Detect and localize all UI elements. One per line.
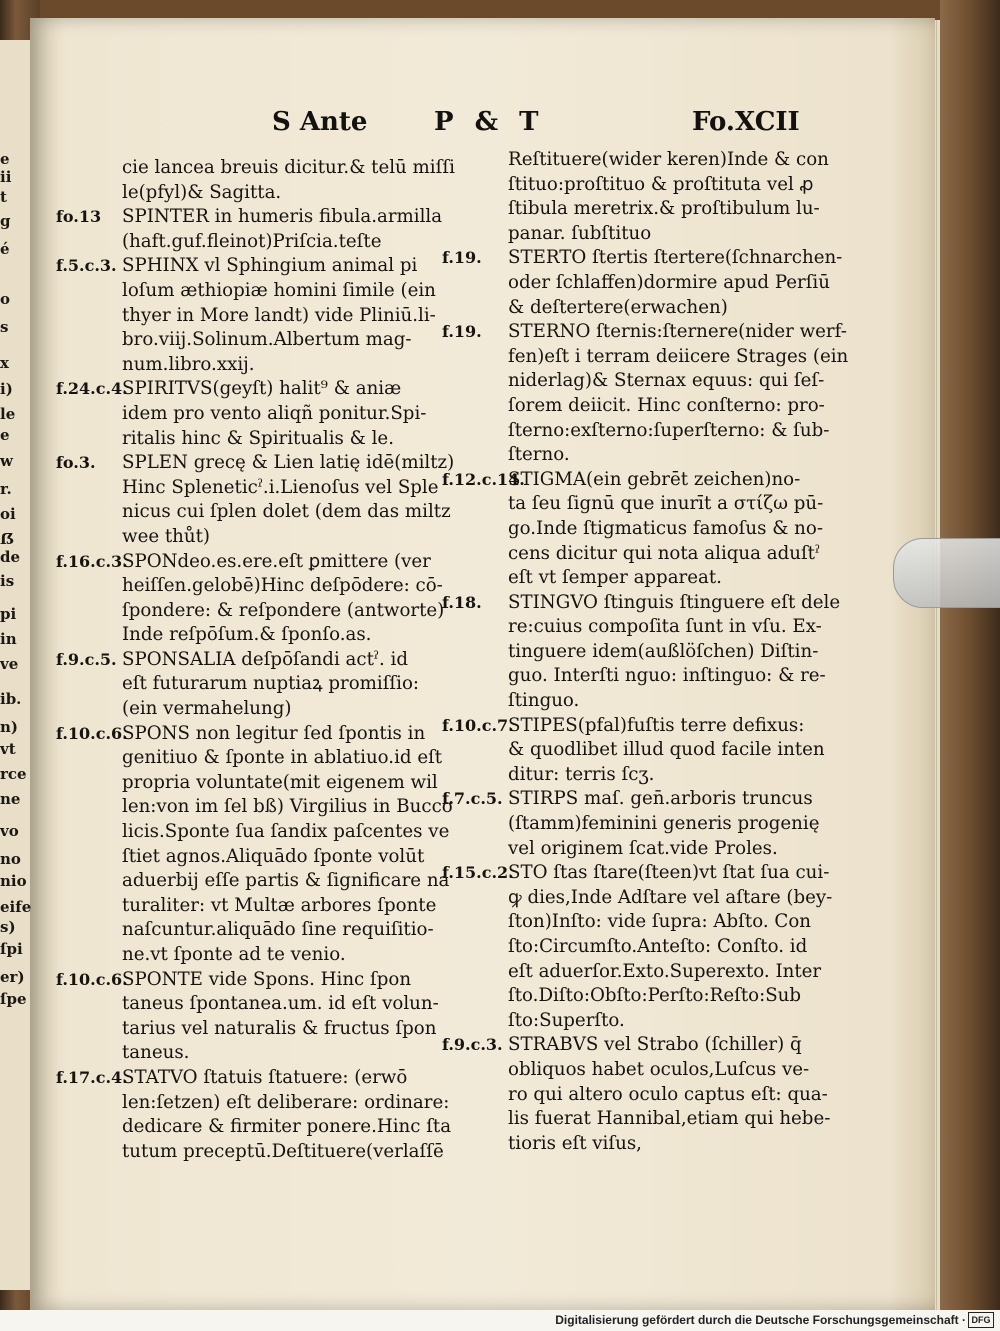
- facing-page-fragment: t: [0, 188, 7, 206]
- entry-line: eſt futurarum nuptiaꝝ promiſſio:: [122, 673, 420, 695]
- entry-text: [122, 550, 446, 648]
- facing-page-fragment: ii: [0, 168, 12, 186]
- facing-page-fragment: w: [0, 452, 13, 470]
- folio-reference: f.12.c.14.: [442, 469, 525, 489]
- folio-reference: f.9.c.5.: [56, 649, 117, 669]
- entry-line: loſum æthiopiæ homini ſimile (ein: [122, 279, 436, 301]
- entry-line: thyer in More landt) vide Pliniū.li-: [122, 304, 436, 326]
- entry-line: tarius vel naturalis & fructus ſpon: [122, 1017, 437, 1039]
- dictionary-entry: [56, 722, 453, 968]
- folio-reference: f.10.c.6.: [56, 969, 128, 989]
- entry-line: STERTO ſtertis ſtertere(ſchnarchen-: [508, 247, 843, 269]
- entry-line: dedicare & firmiter ponere.Hinc ſta: [122, 1116, 452, 1138]
- entry-line: nicus cui ſplen dolet (dem das miltz: [122, 501, 451, 523]
- entry-line: (ein vermahelung): [122, 698, 292, 720]
- folio-reference: f.5.c.3.: [56, 256, 117, 276]
- entry-line: SPONSALIA deſpōſandi actˀ. id: [122, 648, 409, 670]
- entry-line: ſto.Diſto:Obſto:Perſto:Reſto:Sub: [508, 985, 802, 1007]
- book-clip: [893, 538, 1000, 608]
- entry-line: naſcuntur.aliquādo ſine requiſitio-: [122, 919, 434, 941]
- running-head-middle: P & T: [434, 107, 545, 137]
- entry-text: [508, 246, 842, 320]
- dictionary-entry: [442, 714, 827, 788]
- facing-page-fragment: er): [0, 968, 25, 986]
- entry-line: ritalis hinc & Spiritualis & le.: [122, 427, 394, 449]
- facing-page-fragment: le: [0, 405, 16, 423]
- entry-line: lis fuerat Hannibal,etiam qui hebe-: [508, 1108, 831, 1130]
- entry-line: genitiuo & ſponte in ablatiuo.id eſt: [122, 747, 443, 769]
- entry-line: num.libro.xxij.: [122, 353, 255, 375]
- facing-page-fragment: ve: [0, 655, 19, 673]
- facing-page-fragment: no: [0, 850, 21, 868]
- folio-reference: f.19.: [442, 248, 482, 268]
- entry-line: go.Inde ſtigmaticus famoſus & no-: [508, 517, 823, 539]
- continuation-line: cie lancea breuis dicitur.& telū miſſi: [122, 157, 455, 178]
- entry-line: ſto:Circumſto.Anteſto: Conſto. id: [508, 936, 808, 957]
- entry-text: [508, 787, 827, 861]
- entry-line: & quodlibet illud quod facile inten: [508, 739, 825, 761]
- facing-page-fragment: o: [0, 290, 11, 308]
- entry-line: tutum preceptū.Deſtituere(verlaſſē: [122, 1140, 444, 1162]
- dictionary-entry: [442, 591, 841, 714]
- dfg-logo: DFG: [968, 1312, 994, 1328]
- entry-line: ſterno:exſterno:ſuperſterno: & ſub-: [508, 419, 830, 441]
- dictionary-entry: [56, 1066, 452, 1164]
- continuation-line: panar. ſubſtituo: [508, 222, 652, 244]
- entry-line: SPONdeo.es.ere.eſt ꝑmittere (ver: [122, 550, 431, 572]
- entry-line: vel originem ſcat.vide Proles.: [508, 837, 778, 859]
- entry-text: [122, 722, 453, 968]
- entry-text: [508, 591, 840, 714]
- facing-page-fragment: r.: [0, 480, 12, 498]
- folio-reference: f.7.c.5.: [442, 789, 503, 809]
- facing-page-fragment: eife: [0, 898, 32, 916]
- entry-line: SPHINX vl Sphingium animal pi: [122, 255, 418, 277]
- entry-line: ſpondere: & reſpondere (antworte): [122, 599, 445, 621]
- entry-line: SPONS non legitur ſed ſpontis in: [122, 722, 426, 744]
- dictionary-entry: [442, 787, 827, 861]
- facing-page-fragment: ẞ: [0, 530, 15, 548]
- entry-line: bro.viij.Solinum.Albertum mag-: [122, 329, 412, 351]
- folio-reference: f.10.c.6.: [56, 723, 128, 743]
- entry-line: Inde reſpōſum.& ſponſo.as.: [122, 624, 372, 646]
- entry-text: [122, 1066, 451, 1164]
- facing-page-fragment: g: [0, 212, 11, 230]
- entry-line: heiſſen.gelobē)Hinc deſpōdere: cō-: [122, 575, 443, 597]
- entry-line: wee thůt): [122, 525, 211, 547]
- entry-line: fen)eſt i terram deiicere Strages (ein: [508, 345, 849, 367]
- folio-reference: f.24.c.4.: [56, 379, 128, 399]
- entry-line: Hinc Spleneticˀ.i.Lienoſus vel Sple: [122, 476, 439, 498]
- continuation-line: ſtibula meretrix.& proſtibulum lu-: [508, 198, 820, 220]
- facing-page-fragment: ib.: [0, 690, 22, 708]
- entry-line: SPONTE vide Spons. Hinc ſpon: [122, 968, 412, 990]
- entry-line: len:von im ſel bß) Virgilius in Bucco: [122, 796, 453, 818]
- entry-line: STERNO ſternis:ſternere(nider werf-: [508, 321, 847, 343]
- entry-line: eſt vt ſemper appareat.: [508, 567, 722, 589]
- entry-line: ꝙ dies,Inde Adſtare vel aſtare (bey-: [508, 886, 833, 908]
- continuation-line: le(pfyl)& Sagitta.: [122, 181, 282, 203]
- entry-line: (ſtamm)feminini generis progenię: [508, 813, 820, 835]
- entry-line: ditur: terris ſcʒ.: [508, 763, 655, 785]
- facing-page-fragment: ſpi: [0, 940, 23, 958]
- entry-line: ta ſeu ſignū que inurīt a στίζω pū-: [508, 493, 824, 515]
- dictionary-entry: [442, 1033, 831, 1156]
- entry-text: [122, 377, 446, 451]
- facing-page-fragment: n): [0, 718, 19, 736]
- entry-line: (haft.guf.fleinot)Priſcia.teſte: [122, 230, 382, 252]
- facing-page-fragment: pi: [0, 605, 17, 623]
- running-head-left: S Ante: [272, 107, 368, 137]
- entry-text: [508, 861, 832, 1033]
- folio-number: Fo.XCII: [692, 107, 800, 137]
- folio-reference: f.19.: [442, 322, 482, 342]
- entry-line: aduerbij eſſe partis & ſignificare na: [122, 870, 450, 892]
- entry-line: STO ſtas ſtare(ſteen)vt ſtat ſua cui-: [508, 862, 830, 884]
- entry-text: [508, 1033, 830, 1156]
- entry-line: len:ſetzen) eſt deliberare: ordinare:: [122, 1091, 450, 1113]
- facing-page-fragment: x: [0, 354, 9, 372]
- entry-line: ſtiet agnos.Aliquādo ſponte volūt: [122, 845, 425, 867]
- facing-page-fragment: ſpe: [0, 990, 27, 1008]
- entry-text: [508, 714, 827, 788]
- entry-line: STRABVS vel Strabo (ſchiller) q̄: [508, 1034, 802, 1056]
- entry-line: ro qui altero oculo captus eſt: qua-: [508, 1083, 828, 1105]
- left-text-column: [56, 156, 455, 1164]
- facing-page-fragment: e: [0, 150, 10, 168]
- entry-line: eſt aduerſor.Exto.Superexto. Inter: [508, 960, 822, 982]
- folio-reference: f.17.c.4.: [56, 1067, 128, 1087]
- entry-line: taneus ſpontanea.um. id eſt volun-: [122, 993, 439, 1015]
- entry-line: ne.vt ſponte ad te venio.: [122, 944, 346, 965]
- entry-text: [508, 320, 848, 468]
- facing-page-fragment: s: [0, 318, 9, 336]
- facing-page-fragment: nio: [0, 872, 27, 890]
- entry-text: [508, 468, 827, 591]
- entry-line: STIRPS maſ. gen̄.arboris truncus: [508, 788, 813, 810]
- folio-reference: fo.13: [56, 207, 102, 227]
- dictionary-entry: [56, 648, 446, 722]
- facing-page-fragment: in: [0, 630, 17, 648]
- entry-line: ſto:Superſto.: [508, 1009, 625, 1031]
- dictionary-entry: [442, 320, 849, 468]
- entry-line: tioris eſt viſus,: [508, 1132, 642, 1154]
- folio-reference: f.16.c.3.: [56, 551, 128, 571]
- entry-line: re:cuius compoſita ſunt in vſu. Ex-: [508, 616, 822, 638]
- dictionary-entry: [56, 550, 446, 648]
- dictionary-entry: [442, 246, 843, 320]
- entry-line: STIGMA(ein gebrēt zeichen)no-: [508, 468, 801, 490]
- entry-line: tinguere idem(außlöſchen) Diſtin-: [508, 640, 819, 662]
- entry-line: propria voluntate(mit eigenem wil: [122, 771, 438, 793]
- entry-line: STIPES(pfal)fuſtis terre defixus:: [508, 714, 805, 736]
- facing-page-fragment: s): [0, 918, 16, 936]
- entry-line: ſton)Inſto: vide ſupra: Abſto. Con: [508, 911, 811, 933]
- facing-page-fragment: oi: [0, 505, 16, 523]
- entry-line: & deſtertere(erwachen): [508, 296, 728, 318]
- facing-page-fragment: e: [0, 426, 10, 444]
- entry-line: oder ſchlaffen)dormire apud Perſiū: [508, 271, 830, 293]
- facing-page-fragment: de: [0, 548, 21, 566]
- entry-line: idem pro vento aliqñ ponitur.Spi-: [122, 402, 427, 424]
- dictionary-entry: [56, 254, 446, 377]
- right-cover-edge: [940, 0, 1000, 1310]
- folio-reference: f.18.: [442, 592, 482, 612]
- facing-page-fragment: vo: [0, 822, 19, 840]
- entry-line: SPIRITVS(geyſt) halit⁹ & aniæ: [122, 378, 402, 400]
- continuation-line: ſtituo:proſtituo & proſtituta vel ꝓ: [508, 173, 814, 195]
- dictionary-entry: [442, 861, 833, 1033]
- facing-page-fragment: é: [0, 240, 10, 258]
- entry-line: guo. Interſti nguo: inſtinguo: & re-: [508, 665, 826, 687]
- dictionary-entry: [56, 968, 446, 1066]
- entry-line: SPLEN grecę & Lien latię idē(miltz): [122, 452, 455, 474]
- dictionary-entry: [442, 468, 827, 591]
- folio-reference: fo.3.: [56, 453, 96, 473]
- continuation-line: Reſtituere(wider keren)Inde & con: [508, 149, 829, 170]
- entry-line: taneus.: [122, 1042, 190, 1064]
- entry-line: cens dicitur qui nota aliqua aduſtˀ: [508, 542, 821, 564]
- entry-line: STINGVO ſtinguis ſtinguere eſt dele: [508, 591, 841, 613]
- facing-page-fragment: i): [0, 380, 13, 398]
- entry-line: SPINTER in humeris fibula.armilla: [122, 206, 443, 228]
- dictionary-entry: [56, 377, 446, 451]
- folio-reference: f.15.c.2.: [442, 863, 514, 883]
- entry-line: niderlag)& Sternax equus: qui ſeſ-: [508, 370, 825, 392]
- entry-text: [122, 205, 446, 254]
- entry-line: ſtinguo.: [508, 690, 580, 712]
- facing-page-fragment: ne: [0, 790, 21, 808]
- entry-line: turaliter: vt Multæ arbores ſponte: [122, 894, 437, 916]
- entry-line: licis.Sponte ſua ſandix paſcentes ve: [122, 821, 450, 843]
- dictionary-entry: [56, 451, 455, 549]
- folio-reference: f.10.c.7.: [442, 715, 514, 735]
- entry-text: [122, 451, 454, 549]
- facing-page-fragment: vt: [0, 740, 16, 758]
- entry-line: obliquos habet oculos,Luſcus ve-: [508, 1058, 810, 1080]
- entry-text: [122, 968, 446, 1066]
- footer-credit: Digitalisierung gefördert durch die Deutsche Forschungsgemeinschaft ·: [555, 1313, 966, 1327]
- entry-text: [122, 648, 446, 722]
- entry-text: [122, 254, 446, 377]
- facing-page-fragment: is: [0, 572, 15, 590]
- entry-line: ſterno.: [508, 444, 570, 466]
- folio-reference: f.9.c.3.: [442, 1035, 503, 1055]
- entry-line: STATVO ſtatuis ſtatuere: (erwō: [122, 1066, 408, 1088]
- right-text-column: [442, 148, 849, 1156]
- dictionary-entry: [56, 205, 446, 254]
- facing-page-fragment: rce: [0, 765, 27, 783]
- entry-line: ſorem deiicit. Hinc conſterno: pro-: [508, 394, 825, 416]
